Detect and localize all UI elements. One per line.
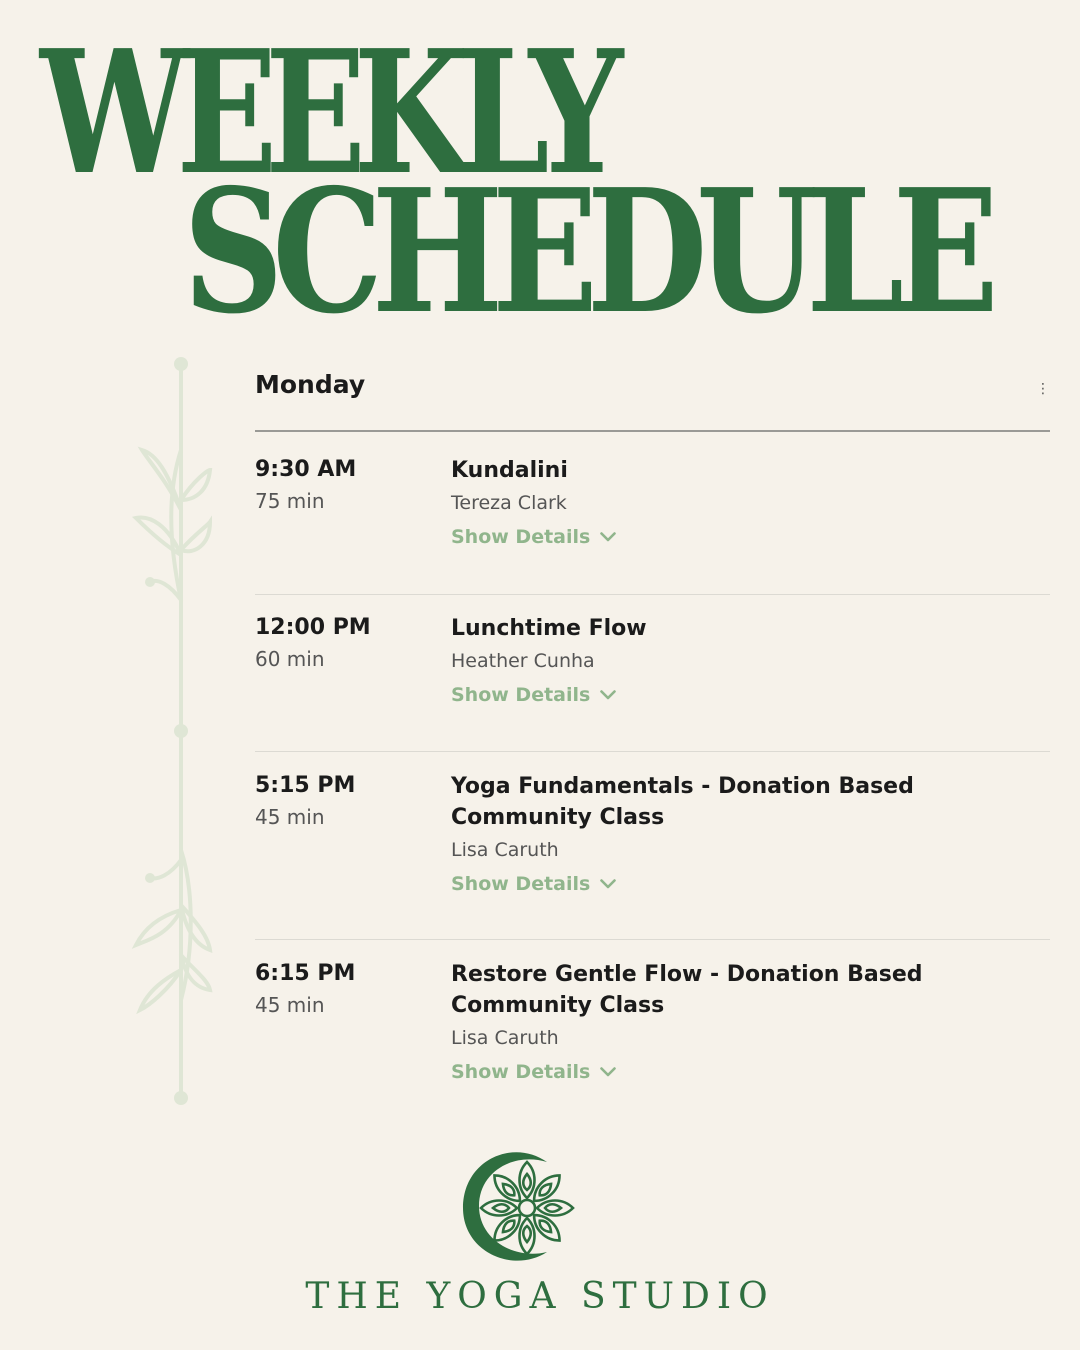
chevron-down-icon [600, 1067, 616, 1077]
mandala-moon-icon [455, 1140, 585, 1270]
session-instructor: Tereza Clark [451, 492, 567, 514]
brand-name: THE YOGA STUDIO [305, 1276, 775, 1317]
session-divider [255, 751, 1050, 752]
session-class-name: Lunchtime Flow [451, 616, 647, 641]
show-details-button[interactable] [451, 870, 616, 898]
more-options-icon[interactable]: ⋮ [1036, 381, 1050, 397]
day-divider [255, 430, 1050, 432]
session-instructor: Heather Cunha [451, 650, 595, 672]
title-weekly: WEEKLY [40, 13, 611, 213]
session-duration: 75 min [255, 489, 325, 513]
session-class-name: Yoga Fundamentals - Donation Based Community Class [451, 774, 914, 830]
session-instructor: Lisa Caruth [451, 839, 559, 861]
session-time: 6:15 PM [255, 961, 356, 986]
show-details-label: Show Details [451, 526, 591, 548]
chevron-down-icon [600, 532, 616, 542]
show-details-button[interactable] [451, 1058, 616, 1086]
show-details-label: Show Details [451, 1061, 591, 1083]
chevron-down-icon [600, 879, 616, 889]
show-details-button[interactable] [451, 523, 616, 551]
session-divider [255, 939, 1050, 940]
session-time: 9:30 AM [255, 457, 357, 482]
session-class-name: Kundalini [451, 458, 568, 483]
session-class-name: Restore Gentle Flow - Donation Based Community Class [451, 962, 923, 1018]
session-time: 12:00 PM [255, 615, 371, 640]
show-details-label: Show Details [451, 873, 591, 895]
session-duration: 60 min [255, 647, 325, 671]
show-details-label: Show Details [451, 684, 591, 706]
session-duration: 45 min [255, 993, 325, 1017]
session-divider [255, 594, 1050, 595]
session-time: 5:15 PM [255, 773, 356, 798]
session-duration: 45 min [255, 805, 325, 829]
title-schedule: SCHEDULE [183, 152, 988, 352]
day-heading: Monday [255, 370, 366, 399]
session-instructor: Lisa Caruth [451, 1027, 559, 1049]
chevron-down-icon [600, 690, 616, 700]
show-details-button[interactable] [451, 681, 616, 709]
vine-decoration-icon [128, 350, 228, 1110]
